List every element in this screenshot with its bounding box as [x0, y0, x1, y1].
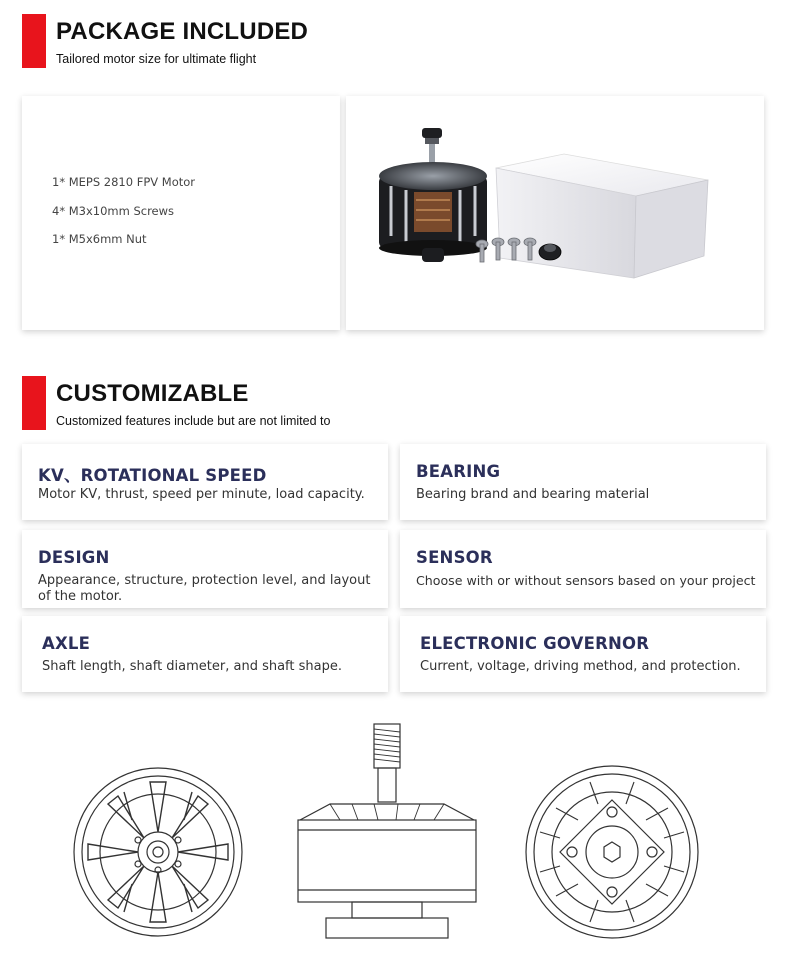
feature-title: AXLE: [42, 634, 91, 653]
feature-desc: Motor KV, thrust, speed per minute, load capacity.: [38, 487, 365, 502]
feature-card-bearing: [400, 444, 766, 520]
feature-desc: Appearance, structure, protection level, and layout of the motor.: [38, 573, 371, 604]
feature-desc: Current, voltage, driving method, and protection.: [420, 659, 741, 674]
feature-card-design: [22, 530, 388, 608]
package-contents-image: [346, 96, 764, 330]
package-title: PACKAGE INCLUDED: [56, 18, 309, 45]
feature-title: KV、ROTATIONAL SPEED: [38, 466, 267, 485]
red-accent-bar: [22, 376, 46, 430]
package-list-card: [22, 96, 340, 330]
custom-title: CUSTOMIZABLE: [56, 380, 249, 407]
motor-side-view-drawing: [298, 724, 476, 938]
feature-desc: Bearing brand and bearing material: [416, 487, 650, 502]
motor-bottom-view-drawing: [526, 766, 698, 938]
feature-card-axle: [22, 616, 388, 692]
feature-card-governor: [400, 616, 766, 692]
motor-line-drawings: [0, 712, 790, 962]
feature-card-kv: [22, 444, 388, 520]
package-item: 4* M3x10mm Screws: [52, 203, 175, 218]
feature-card-sensor: [400, 530, 766, 608]
package-item: 1* MEPS 2810 FPV Motor: [52, 175, 196, 189]
package-photo-card: [346, 96, 764, 330]
package-item: 1* M5x6mm Nut: [52, 232, 147, 246]
feature-desc: Choose with or without sensors based on your project: [416, 573, 756, 588]
package-items-list: [52, 168, 195, 254]
package-subtitle: Tailored motor size for ultimate flight: [56, 52, 257, 66]
red-accent-bar: [22, 14, 46, 68]
feature-title: BEARING: [416, 462, 501, 481]
feature-title: DESIGN: [38, 548, 110, 567]
motor-photo: [379, 128, 487, 262]
feature-desc: Shaft length, shaft diameter, and shaft shape.: [42, 659, 342, 674]
custom-subtitle: Customized features include but are not limited to: [56, 414, 331, 428]
feature-title: ELECTRONIC GOVERNOR: [420, 634, 650, 653]
motor-front-view-drawing: [74, 768, 242, 936]
feature-title: SENSOR: [416, 548, 493, 567]
